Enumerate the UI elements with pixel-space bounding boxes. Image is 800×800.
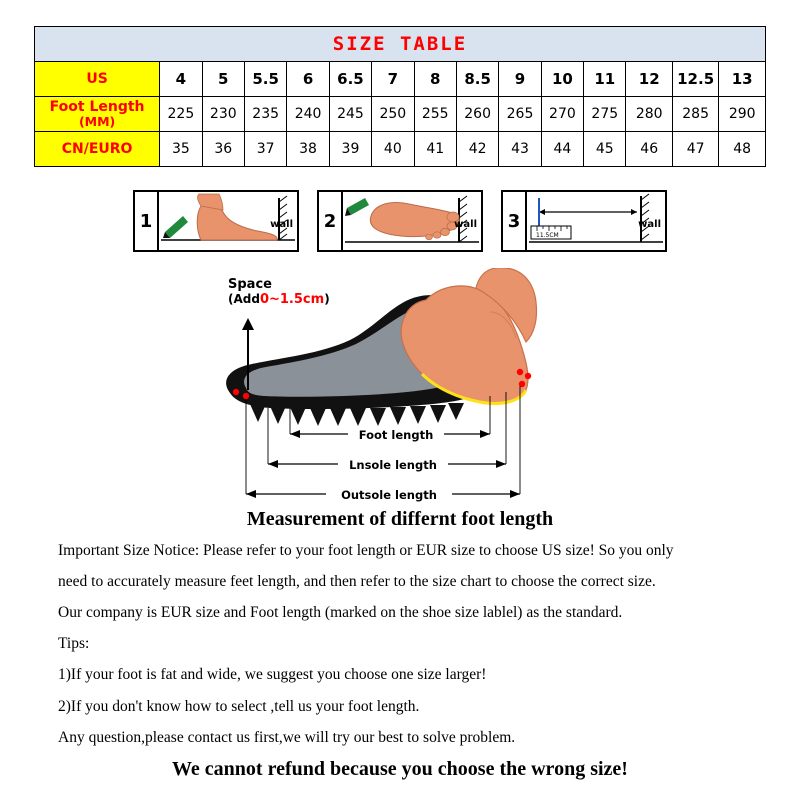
row-header-cn-euro: CN/EURO [35, 132, 160, 167]
cell-fl-6: 255 [414, 97, 456, 132]
cell-cn-10: 45 [584, 132, 626, 167]
cell-cn-4: 39 [329, 132, 371, 167]
cell-us-13: 13 [719, 62, 766, 97]
notice-line-7: Any question,please contact us first,we will try our best to solve problem. [58, 728, 516, 746]
cell-cn-11: 46 [626, 132, 672, 167]
label-outsole-length: Outsole length [341, 488, 437, 502]
foot-shoe-diagram [190, 268, 610, 513]
cell-fl-4: 245 [329, 97, 371, 132]
cell-cn-13: 48 [719, 132, 766, 167]
cell-fl-9: 270 [541, 97, 583, 132]
space-label [228, 278, 330, 308]
cell-fl-12: 285 [672, 97, 718, 132]
cell-us-10: 11 [584, 62, 626, 97]
cell-cn-8: 43 [499, 132, 541, 167]
cell-us-0: 4 [160, 62, 202, 97]
cell-fl-2: 235 [244, 97, 286, 132]
cell-fl-3: 240 [287, 97, 329, 132]
cell-us-9: 10 [541, 62, 583, 97]
cell-cn-12: 47 [672, 132, 718, 167]
label-insole-length: Lnsole length [349, 458, 437, 472]
cell-cn-0: 35 [160, 132, 202, 167]
step-3-wall-label: wall [638, 219, 661, 230]
cell-us-7: 8.5 [456, 62, 498, 97]
step-number-3: 3 [503, 192, 527, 250]
step-panel-1 [133, 190, 299, 252]
size-table-title-bar [34, 26, 766, 61]
refund-warning: We cannot refund because you choose the wrong size! [172, 758, 628, 780]
cell-cn-6: 41 [414, 132, 456, 167]
notice-line-1: Important Size Notice: Please refer to your foot length or EUR size to choose US size! So you only [58, 542, 674, 559]
space-add-suffix: ) [324, 291, 330, 306]
notice-line-2: need to accurately measure feet length, and then refer to the size chart to choose the correct size. [58, 573, 656, 591]
space-add-prefix: (Add [228, 291, 260, 306]
cell-cn-7: 42 [456, 132, 498, 167]
row-header-us: US [35, 62, 160, 97]
cell-us-1: 5 [202, 62, 244, 97]
cell-cn-5: 40 [372, 132, 414, 167]
notice-line-4: Tips: [58, 635, 90, 653]
cell-cn-3: 38 [287, 132, 329, 167]
cell-fl-5: 250 [372, 97, 414, 132]
cell-us-11: 12 [626, 62, 672, 97]
cell-us-5: 7 [372, 62, 414, 97]
cell-fl-0: 225 [160, 97, 202, 132]
cell-us-3: 6 [287, 62, 329, 97]
step-panel-2 [317, 190, 483, 252]
svg-text:11.5CM: 11.5CM [536, 232, 559, 239]
step-2-wall-label: wall [454, 219, 477, 230]
cell-cn-9: 44 [541, 132, 583, 167]
cell-us-8: 9 [499, 62, 541, 97]
space-title: Space [228, 277, 272, 292]
notice-line-6: 2)If you don't know how to select ,tell us your foot length. [58, 697, 420, 715]
step-panel-3 [501, 190, 667, 252]
cell-us-4: 6.5 [329, 62, 371, 97]
size-table [34, 61, 766, 167]
notice-line-5: 1)If your foot is fat and wide, we suggest you choose one size larger! [58, 666, 487, 684]
cell-fl-8: 265 [499, 97, 541, 132]
page-title: SIZE TABLE [332, 33, 468, 55]
step-1-wall-label: wall [270, 219, 293, 230]
step-number-2: 2 [319, 192, 343, 250]
step-number-1: 1 [135, 192, 159, 250]
cell-us-2: 5.5 [244, 62, 286, 97]
cell-fl-11: 280 [626, 97, 672, 132]
diagram-caption: Measurement of differnt foot length [246, 508, 554, 530]
cell-us-12: 12.5 [672, 62, 718, 97]
table-row [35, 62, 766, 97]
cell-fl-10: 275 [584, 97, 626, 132]
cell-cn-1: 36 [202, 132, 244, 167]
table-row [35, 132, 766, 167]
space-add-value: 0~1.5cm [259, 291, 325, 307]
notice-line-3: Our company is EUR size and Foot length (marked on the shoe size lablel) as the standard. [58, 604, 623, 622]
row-header-foot-length: Foot Length (MM) [35, 97, 160, 132]
cell-fl-7: 260 [456, 97, 498, 132]
cell-us-6: 8 [414, 62, 456, 97]
size-table-section [34, 26, 766, 167]
size-notice [58, 538, 758, 756]
cell-fl-13: 290 [719, 97, 766, 132]
label-foot-length: Foot length [358, 428, 434, 442]
measurement-steps [133, 190, 667, 252]
cell-fl-1: 230 [202, 97, 244, 132]
cell-cn-2: 37 [244, 132, 286, 167]
table-row [35, 97, 766, 132]
